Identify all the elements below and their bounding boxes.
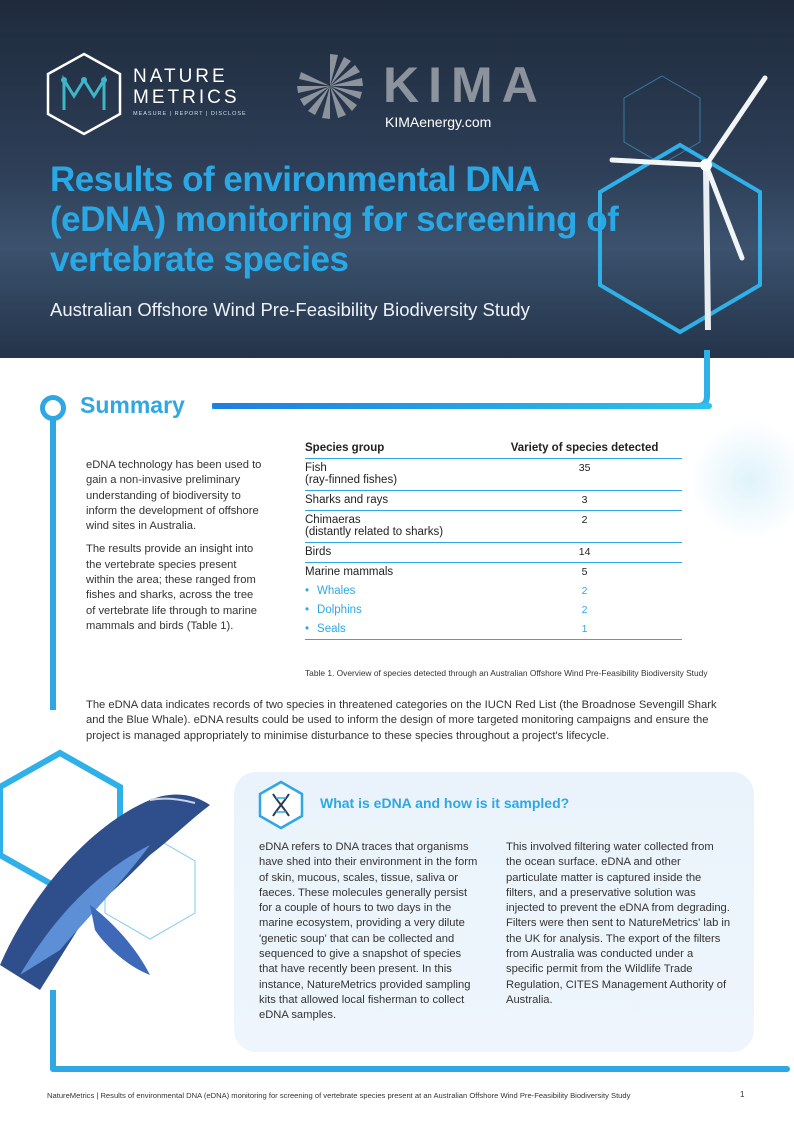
table-caption: Table 1. Overview of species detected through an Australian Offshore Wind Pre-Feasibility Biodiversity Study [305, 668, 708, 678]
footer-text: NatureMetrics | Results of environmental DNA (eDNA) monitoring for screening of vertebrate species present at an Australian Offshore Wind Pre-Feasibility Biodiversity Study [47, 1091, 631, 1100]
species-group-cell: Fish (ray-finned fishes) [305, 459, 487, 491]
summary-paragraph: The eDNA data indicates records of two species in threatened categories on the IUCN Red List (the Broadnose Sevengill Shark and the Blue Whale). eDNA results could be used to inform the design of more targeted monitoring campaigns and ensure the project is managed appropriately to minimise disturbance to these species throughout a project's lifecycle. [86, 699, 717, 742]
table-row [305, 511, 682, 543]
footer-vertical-line [50, 990, 56, 1070]
kima-logo-mark [296, 52, 364, 120]
species-group-cell: Birds [305, 543, 487, 563]
table-row [305, 459, 682, 491]
whale-illustration [0, 745, 240, 1005]
species-count-cell: 2 [487, 511, 682, 543]
species-group-cell: Chimaeras (distantly related to sharks) [305, 511, 487, 543]
page-title: Results of environmental DNA (eDNA) monitoring for screening of vertebrate species [50, 160, 619, 279]
species-count-cell: 35 [487, 459, 682, 491]
edna-box-column-2: This involved filtering water collected from the ocean surface. eDNA and other particulate matter is captured inside the filters, and a preservative solution was injected to prevent the eDNA from degrading. Filters were then sent to NatureMetrics' lab in the UK for analysis. The export of the filters from Australia was conducted under a specific permit from the Wildlife Trade Regulation, CITES Management Authority of Australia. [506, 841, 731, 1006]
edna-box-column-1: eDNA refers to DNA traces that organisms have shed into their environment in the form of skin, mucous, scales, tissue, saliva or faeces. These molecules generally persist for a couple of hours to two days in the marine ecosystem, providing a very dilute 'genetic soup' that can be collected and sequenced to give a snapshot of species that have recently been present. In this instance, NatureMetrics provided sampling kits that allowed local fisherman to collect eDNA samples. [259, 841, 478, 1022]
intro-paragraph-2: The results provide an insight into the vertebrate species present within the area; these ranged from fishes and sharks, across the tree of vertebrate life through to marine mammals and birds (Table 1). [86, 543, 258, 632]
species-count-cell: 14 [487, 543, 682, 563]
species-count-cell: 2 [581, 585, 588, 597]
species-count-cell: 3 [487, 491, 682, 511]
nm-tagline: MEASURE | REPORT | DISCLOSE [133, 111, 247, 117]
species-group-cell: Sharks and rays [305, 491, 487, 511]
species-table [305, 440, 682, 640]
species-count-cell: 2 [581, 604, 588, 616]
table-row [305, 491, 682, 511]
dna-icon [258, 780, 304, 830]
decorative-glow [690, 420, 794, 540]
page-number: 1 [740, 1090, 745, 1099]
naturemetrics-wordmark [133, 66, 247, 117]
summary-rule [212, 403, 712, 409]
species-subgroup-cell: • Whales [305, 582, 487, 601]
naturemetrics-logo [46, 52, 122, 136]
table-subrow [305, 582, 682, 601]
table-subrow [305, 601, 682, 620]
species-subgroup-cell: • Seals [305, 620, 487, 640]
nm-name-line1: NATURE [133, 66, 228, 87]
summary-heading: Summary [80, 392, 185, 418]
footer-rule [50, 1066, 790, 1072]
table-header-group: Species group [305, 440, 487, 459]
nm-name-line2: METRICS [133, 87, 240, 108]
species-group-cell: Marine mammals [305, 566, 394, 578]
intro-paragraph-1: eDNA technology has been used to gain a non-invasive preliminary understanding of biodiversity to inform the development of offshore wind sites in Australia. [86, 459, 262, 533]
table-subrow [305, 620, 682, 640]
species-count-cell: 1 [487, 620, 682, 640]
table-header-variety: Variety of species detected [487, 440, 682, 459]
edna-box-title: What is eDNA and how is it sampled? [320, 795, 570, 811]
hero-banner [0, 0, 794, 358]
summary-vertical-line [50, 420, 56, 710]
table-row [305, 563, 682, 583]
species-subgroup-cell: • Dolphins [305, 601, 487, 620]
species-count-cell: 5 [581, 566, 588, 578]
page-subtitle: Australian Offshore Wind Pre-Feasibility Biodiversity Study [50, 299, 530, 320]
table-row [305, 543, 682, 563]
kima-wordmark: KIMA [383, 57, 547, 113]
summary-marker [40, 395, 66, 421]
summary-intro [86, 458, 262, 642]
kima-url[interactable]: KIMAenergy.com [385, 114, 492, 130]
